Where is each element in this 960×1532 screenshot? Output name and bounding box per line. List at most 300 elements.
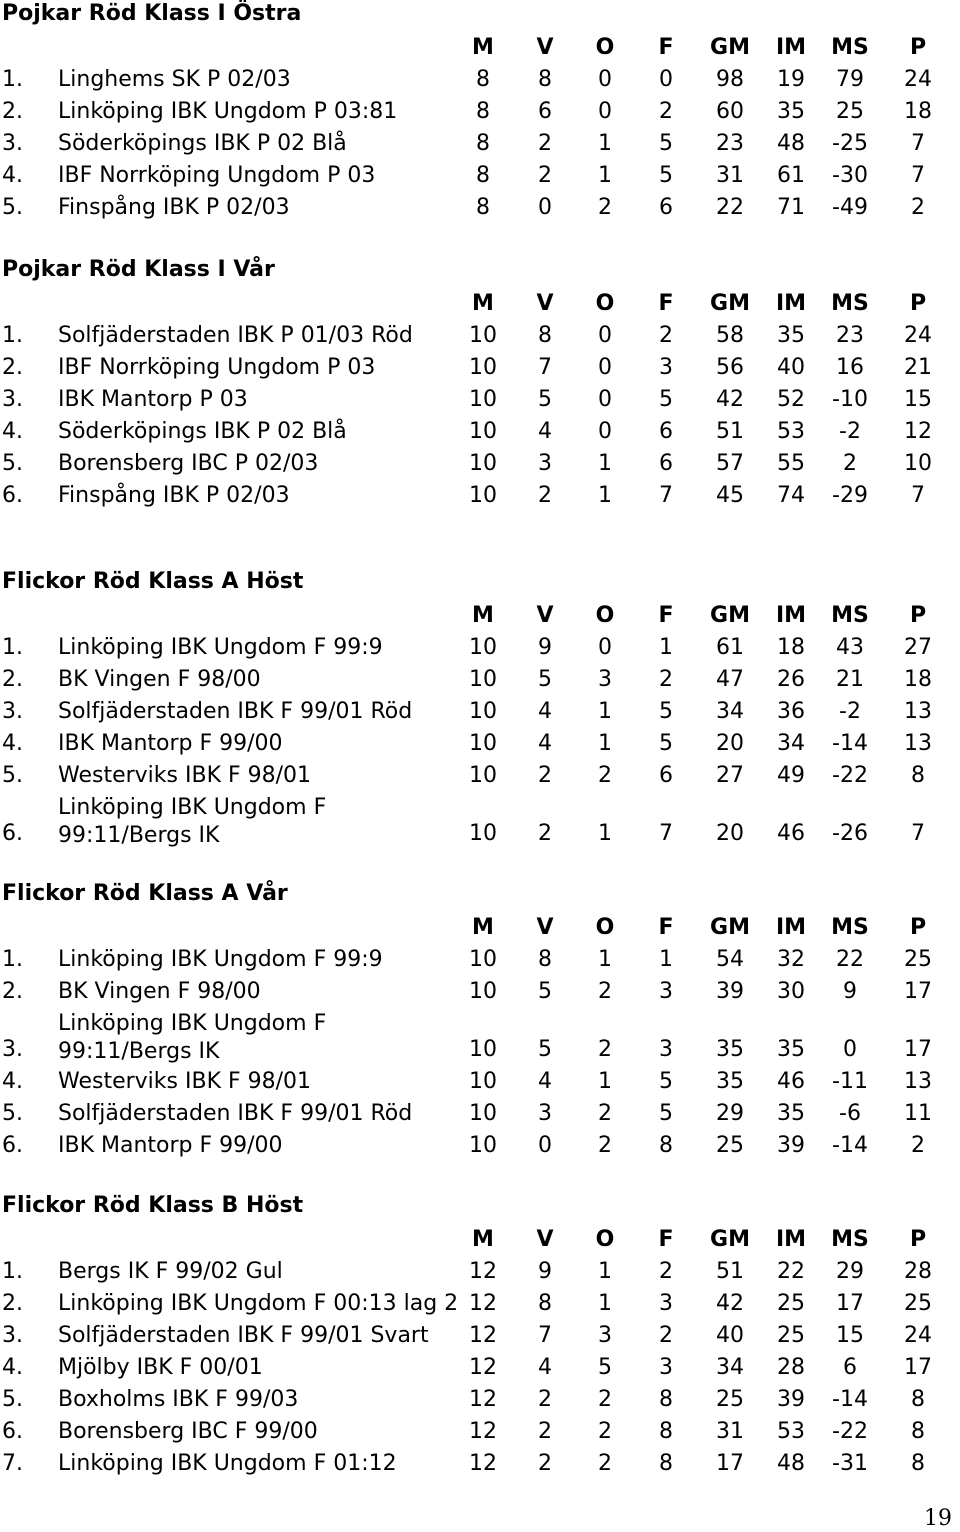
rank: 4. xyxy=(2,731,23,756)
stat-cell: 2 xyxy=(538,131,552,156)
stat-cell: 1 xyxy=(598,1291,612,1316)
stat-cell: -14 xyxy=(832,1387,868,1412)
rank: 5. xyxy=(2,195,23,220)
stat-cell: 2 xyxy=(598,1419,612,1444)
stat-cell: 12 xyxy=(469,1323,497,1348)
stat-cell: 8 xyxy=(911,763,925,788)
column-header: IM xyxy=(775,915,807,940)
team-name: BK Vingen F 98/00 xyxy=(58,667,261,692)
table-row xyxy=(0,1098,960,1130)
stat-cell: 8 xyxy=(538,1291,552,1316)
stat-cell: 8 xyxy=(476,163,490,188)
stat-cell: 11 xyxy=(904,1101,932,1126)
rank: 2. xyxy=(2,355,23,380)
rank: 2. xyxy=(2,99,23,124)
column-header-row xyxy=(0,912,960,944)
stat-cell: 2 xyxy=(843,451,857,476)
rank: 2. xyxy=(2,667,23,692)
rank: 6. xyxy=(2,1419,23,1444)
stat-cell: 10 xyxy=(469,419,497,444)
stat-cell: 5 xyxy=(598,1355,612,1380)
table-row xyxy=(0,944,960,976)
column-header: V xyxy=(536,1227,554,1252)
stat-cell: 98 xyxy=(716,67,744,92)
stat-cell: 2 xyxy=(538,1387,552,1412)
column-header: F xyxy=(658,35,674,60)
stat-cell: 2 xyxy=(538,1451,552,1476)
stat-cell: 13 xyxy=(904,1069,932,1094)
team-name: Bergs IK F 99/02 Gul xyxy=(58,1259,283,1284)
stat-cell: 1 xyxy=(659,947,673,972)
stat-cell: 49 xyxy=(777,763,805,788)
column-header-row xyxy=(0,288,960,320)
stat-cell: 2 xyxy=(659,1259,673,1284)
rank: 1. xyxy=(2,323,23,348)
rank: 5. xyxy=(2,763,23,788)
stat-cell: 9 xyxy=(538,635,552,660)
stat-cell: 10 xyxy=(469,731,497,756)
stat-cell: 7 xyxy=(659,483,673,508)
team-name: Linköping IBK Ungdom F 01:12 xyxy=(58,1451,397,1476)
stat-cell: 31 xyxy=(716,1419,744,1444)
column-header: V xyxy=(536,35,554,60)
stat-cell: 2 xyxy=(538,163,552,188)
stat-cell: 13 xyxy=(904,731,932,756)
column-header: F xyxy=(658,915,674,940)
stat-cell: 12 xyxy=(469,1419,497,1444)
stat-cell: -26 xyxy=(832,821,868,846)
stat-cell: 17 xyxy=(716,1451,744,1476)
stat-cell: 12 xyxy=(469,1387,497,1412)
stat-cell: 6 xyxy=(843,1355,857,1380)
stat-cell: 26 xyxy=(777,667,805,692)
table-row xyxy=(0,976,960,1008)
team-name: Linköping IBK Ungdom F 99:9 xyxy=(58,635,383,660)
stat-cell: 6 xyxy=(659,763,673,788)
stat-cell: 25 xyxy=(716,1387,744,1412)
stat-cell: 1 xyxy=(598,947,612,972)
stat-cell: 0 xyxy=(598,635,612,660)
stat-cell: 8 xyxy=(476,99,490,124)
stat-cell: 9 xyxy=(843,979,857,1004)
stat-cell: 27 xyxy=(716,763,744,788)
stat-cell: 6 xyxy=(659,419,673,444)
stat-cell: 8 xyxy=(911,1387,925,1412)
rank: 5. xyxy=(2,1387,23,1412)
stat-cell: -10 xyxy=(832,387,868,412)
stat-cell: 5 xyxy=(659,1101,673,1126)
stat-cell: 1 xyxy=(598,699,612,724)
rank: 4. xyxy=(2,1355,23,1380)
column-header: GM xyxy=(710,915,750,940)
stat-cell: 45 xyxy=(716,483,744,508)
stat-cell: 0 xyxy=(598,99,612,124)
column-header: P xyxy=(909,915,927,940)
table-row xyxy=(0,760,960,792)
stat-cell: 5 xyxy=(538,1037,552,1062)
team-name: Linghems SK P 02/03 xyxy=(58,67,291,92)
stat-cell: 48 xyxy=(777,131,805,156)
page-number: 19 xyxy=(924,1506,952,1531)
stat-cell: 24 xyxy=(904,67,932,92)
stat-cell: -49 xyxy=(832,195,868,220)
team-name: Linköping IBK Ungdom P 03:81 xyxy=(58,99,398,124)
stat-cell: 1 xyxy=(598,483,612,508)
rank: 2. xyxy=(2,979,23,1004)
stat-cell: 51 xyxy=(716,419,744,444)
stat-cell: -14 xyxy=(832,731,868,756)
column-header: GM xyxy=(710,1227,750,1252)
section-title: Flickor Röd Klass B Höst xyxy=(2,1193,304,1218)
table-row xyxy=(0,384,960,416)
stat-cell: 20 xyxy=(716,731,744,756)
stat-cell: 10 xyxy=(469,699,497,724)
stat-cell: 2 xyxy=(659,323,673,348)
stat-cell: -22 xyxy=(832,1419,868,1444)
column-header: IM xyxy=(775,1227,807,1252)
team-name-line: Linköping IBK Ungdom F xyxy=(58,795,327,820)
stat-cell: 12 xyxy=(469,1451,497,1476)
team-name: Borensberg IBC F 99/00 xyxy=(58,1419,318,1444)
stat-cell: 1 xyxy=(598,821,612,846)
stat-cell: 0 xyxy=(598,323,612,348)
stat-cell: 29 xyxy=(836,1259,864,1284)
stat-cell: 0 xyxy=(538,1133,552,1158)
stat-cell: -2 xyxy=(839,419,861,444)
team-name: Boxholms IBK F 99/03 xyxy=(58,1387,299,1412)
stat-cell: 32 xyxy=(777,947,805,972)
stat-cell: 42 xyxy=(716,387,744,412)
stat-cell: 71 xyxy=(777,195,805,220)
column-header: M xyxy=(472,915,494,940)
stat-cell: 5 xyxy=(538,387,552,412)
stat-cell: 53 xyxy=(777,419,805,444)
stat-cell: 8 xyxy=(476,195,490,220)
stat-cell: 6 xyxy=(659,451,673,476)
table-row xyxy=(0,792,960,850)
team-name: IBF Norrköping Ungdom P 03 xyxy=(58,163,376,188)
table-row xyxy=(0,632,960,664)
team-name: Söderköpings IBK P 02 Blå xyxy=(58,419,347,444)
stat-cell: 7 xyxy=(911,163,925,188)
stat-cell: 34 xyxy=(777,731,805,756)
stat-cell: 17 xyxy=(904,1037,932,1062)
stat-cell: 25 xyxy=(777,1291,805,1316)
column-header: M xyxy=(472,603,494,628)
stat-cell: 4 xyxy=(538,419,552,444)
rank: 5. xyxy=(2,451,23,476)
stat-cell: 12 xyxy=(469,1355,497,1380)
stat-cell: 13 xyxy=(904,699,932,724)
stat-cell: 10 xyxy=(469,1101,497,1126)
column-header: P xyxy=(909,603,927,628)
table-row xyxy=(0,1288,960,1320)
column-header-row xyxy=(0,600,960,632)
stat-cell: -22 xyxy=(832,763,868,788)
stat-cell: 31 xyxy=(716,163,744,188)
stat-cell: 29 xyxy=(716,1101,744,1126)
stat-cell: 27 xyxy=(904,635,932,660)
column-header: V xyxy=(536,291,554,316)
team-name-line: 99:11/Bergs IK xyxy=(58,1039,220,1064)
table-row xyxy=(0,1066,960,1098)
table-row xyxy=(0,416,960,448)
stat-cell: 58 xyxy=(716,323,744,348)
rank: 3. xyxy=(2,1037,23,1062)
section-title: Flickor Röd Klass A Vår xyxy=(2,881,288,906)
section-title: Flickor Röd Klass A Höst xyxy=(2,569,304,594)
column-header-row xyxy=(0,32,960,64)
stat-cell: 51 xyxy=(716,1259,744,1284)
stat-cell: 3 xyxy=(598,1323,612,1348)
rank: 4. xyxy=(2,163,23,188)
stat-cell: 9 xyxy=(538,1259,552,1284)
rank: 7. xyxy=(2,1451,23,1476)
stat-cell: 60 xyxy=(716,99,744,124)
table-row xyxy=(0,696,960,728)
team-name xyxy=(58,794,326,850)
stat-cell: 2 xyxy=(598,1387,612,1412)
stat-cell: 3 xyxy=(659,1291,673,1316)
stat-cell: 0 xyxy=(843,1037,857,1062)
table-row xyxy=(0,320,960,352)
column-header: M xyxy=(472,35,494,60)
stat-cell: 10 xyxy=(469,1037,497,1062)
stat-cell: 61 xyxy=(777,163,805,188)
table-row xyxy=(0,728,960,760)
table-row xyxy=(0,1256,960,1288)
stat-cell: 8 xyxy=(538,947,552,972)
stat-cell: 5 xyxy=(659,699,673,724)
stat-cell: 2 xyxy=(538,821,552,846)
stat-cell: 2 xyxy=(538,483,552,508)
stat-cell: 5 xyxy=(538,979,552,1004)
stat-cell: 10 xyxy=(469,947,497,972)
stat-cell: 5 xyxy=(659,731,673,756)
stat-cell: 34 xyxy=(716,1355,744,1380)
stat-cell: 5 xyxy=(659,1069,673,1094)
rank: 1. xyxy=(2,635,23,660)
section-title: Pojkar Röd Klass I Östra xyxy=(2,1,302,26)
column-header: P xyxy=(909,35,927,60)
stat-cell: 8 xyxy=(659,1419,673,1444)
stat-cell: 0 xyxy=(598,355,612,380)
stat-cell: 3 xyxy=(659,355,673,380)
section-title: Pojkar Röd Klass I Vår xyxy=(2,257,275,282)
stat-cell: 28 xyxy=(777,1355,805,1380)
stat-cell: 1 xyxy=(598,1259,612,1284)
stat-cell: 17 xyxy=(904,1355,932,1380)
stat-cell: 25 xyxy=(904,1291,932,1316)
stat-cell: 2 xyxy=(659,99,673,124)
rank: 6. xyxy=(2,483,23,508)
stat-cell: 34 xyxy=(716,699,744,724)
stat-cell: 21 xyxy=(904,355,932,380)
rank: 1. xyxy=(2,1259,23,1284)
rank: 1. xyxy=(2,67,23,92)
stat-cell: 1 xyxy=(598,451,612,476)
stat-cell: -31 xyxy=(832,1451,868,1476)
stat-cell: 56 xyxy=(716,355,744,380)
column-header: MS xyxy=(831,35,869,60)
stat-cell: 10 xyxy=(469,979,497,1004)
team-name: Solfjäderstaden IBK P 01/03 Röd xyxy=(58,323,413,348)
column-header: GM xyxy=(710,291,750,316)
stat-cell: 1 xyxy=(598,131,612,156)
team-name: Mjölby IBK F 00/01 xyxy=(58,1355,263,1380)
stat-cell: 2 xyxy=(598,195,612,220)
stat-cell: 10 xyxy=(469,821,497,846)
team-name: IBK Mantorp F 99/00 xyxy=(58,1133,283,1158)
stat-cell: 25 xyxy=(777,1323,805,1348)
stat-cell: 10 xyxy=(469,323,497,348)
stat-cell: -14 xyxy=(832,1133,868,1158)
stat-cell: 20 xyxy=(716,821,744,846)
stat-cell: 4 xyxy=(538,699,552,724)
stat-cell: 3 xyxy=(659,1037,673,1062)
column-header: O xyxy=(595,915,615,940)
stat-cell: 46 xyxy=(777,1069,805,1094)
stat-cell: 22 xyxy=(777,1259,805,1284)
column-header: O xyxy=(595,35,615,60)
table-row xyxy=(0,1416,960,1448)
stat-cell: 7 xyxy=(659,821,673,846)
column-header: MS xyxy=(831,915,869,940)
stat-cell: 10 xyxy=(469,387,497,412)
stat-cell: 8 xyxy=(538,67,552,92)
stat-cell: 8 xyxy=(659,1387,673,1412)
column-header: MS xyxy=(831,291,869,316)
stat-cell: 16 xyxy=(836,355,864,380)
team-name: Finspång IBK P 02/03 xyxy=(58,483,290,508)
team-name: BK Vingen F 98/00 xyxy=(58,979,261,1004)
stat-cell: 15 xyxy=(904,387,932,412)
rank: 3. xyxy=(2,387,23,412)
stat-cell: 25 xyxy=(716,1133,744,1158)
stat-cell: 1 xyxy=(598,1069,612,1094)
rank: 3. xyxy=(2,699,23,724)
table-row xyxy=(0,160,960,192)
stat-cell: 18 xyxy=(904,99,932,124)
stat-cell: 2 xyxy=(598,1133,612,1158)
stat-cell: 23 xyxy=(716,131,744,156)
stat-cell: 1 xyxy=(659,635,673,660)
stat-cell: 10 xyxy=(469,355,497,380)
rank: 3. xyxy=(2,1323,23,1348)
stat-cell: 25 xyxy=(836,99,864,124)
team-name-line: Linköping IBK Ungdom F xyxy=(58,1011,327,1036)
stat-cell: 1 xyxy=(598,163,612,188)
table-row xyxy=(0,1130,960,1162)
team-name: IBK Mantorp P 03 xyxy=(58,387,248,412)
stat-cell: 2 xyxy=(598,979,612,1004)
team-name: IBK Mantorp F 99/00 xyxy=(58,731,283,756)
team-name: Solfjäderstaden IBK F 99/01 Svart xyxy=(58,1323,429,1348)
stat-cell: 2 xyxy=(659,1323,673,1348)
stat-cell: 52 xyxy=(777,387,805,412)
stat-cell: 4 xyxy=(538,1069,552,1094)
table-row xyxy=(0,1008,960,1066)
stat-cell: 0 xyxy=(598,67,612,92)
stat-cell: 7 xyxy=(911,821,925,846)
stat-cell: 36 xyxy=(777,699,805,724)
stat-cell: 18 xyxy=(904,667,932,692)
stat-cell: 46 xyxy=(777,821,805,846)
stat-cell: 48 xyxy=(777,1451,805,1476)
column-header: F xyxy=(658,1227,674,1252)
column-header: GM xyxy=(710,603,750,628)
stat-cell: 17 xyxy=(904,979,932,1004)
column-header: MS xyxy=(831,1227,869,1252)
rank: 3. xyxy=(2,131,23,156)
stat-cell: 7 xyxy=(538,1323,552,1348)
team-name xyxy=(58,1010,326,1066)
stat-cell: 23 xyxy=(836,323,864,348)
stat-cell: 35 xyxy=(777,1101,805,1126)
stat-cell: 6 xyxy=(538,99,552,124)
stat-cell: 10 xyxy=(469,1133,497,1158)
stat-cell: 57 xyxy=(716,451,744,476)
stat-cell: 12 xyxy=(904,419,932,444)
stat-cell: -6 xyxy=(839,1101,861,1126)
rank: 6. xyxy=(2,1133,23,1158)
table-row xyxy=(0,1320,960,1352)
stat-cell: 8 xyxy=(538,323,552,348)
column-header: P xyxy=(909,291,927,316)
team-name: Linköping IBK Ungdom F 99:9 xyxy=(58,947,383,972)
stat-cell: 2 xyxy=(659,667,673,692)
stat-cell: 0 xyxy=(659,67,673,92)
stat-cell: 10 xyxy=(469,763,497,788)
stat-cell: 2 xyxy=(598,1451,612,1476)
stat-cell: 55 xyxy=(777,451,805,476)
stat-cell: 30 xyxy=(777,979,805,1004)
column-header: O xyxy=(595,291,615,316)
stat-cell: 2 xyxy=(598,1037,612,1062)
stat-cell: -11 xyxy=(832,1069,868,1094)
stat-cell: 5 xyxy=(538,667,552,692)
team-name: Borensberg IBC P 02/03 xyxy=(58,451,319,476)
stat-cell: -25 xyxy=(832,131,868,156)
stat-cell: 8 xyxy=(476,131,490,156)
stat-cell: 3 xyxy=(538,1101,552,1126)
stat-cell: 8 xyxy=(911,1419,925,1444)
table-row xyxy=(0,96,960,128)
stat-cell: 10 xyxy=(469,1069,497,1094)
team-name-line: 99:11/Bergs IK xyxy=(58,823,220,848)
stat-cell: 40 xyxy=(716,1323,744,1348)
stat-cell: 15 xyxy=(836,1323,864,1348)
stat-cell: 35 xyxy=(777,99,805,124)
rank: 5. xyxy=(2,1101,23,1126)
stat-cell: 2 xyxy=(911,1133,925,1158)
stat-cell: 2 xyxy=(538,1419,552,1444)
table-row xyxy=(0,664,960,696)
stat-cell: 18 xyxy=(777,635,805,660)
stat-cell: 21 xyxy=(836,667,864,692)
stat-cell: 5 xyxy=(659,131,673,156)
stat-cell: 43 xyxy=(836,635,864,660)
stat-cell: 8 xyxy=(911,1451,925,1476)
team-name: Finspång IBK P 02/03 xyxy=(58,195,290,220)
column-header: IM xyxy=(775,603,807,628)
stat-cell: 42 xyxy=(716,1291,744,1316)
table-row xyxy=(0,352,960,384)
stat-cell: 22 xyxy=(836,947,864,972)
team-name: IBF Norrköping Ungdom P 03 xyxy=(58,355,376,380)
stat-cell: 2 xyxy=(598,1101,612,1126)
stat-cell: 35 xyxy=(777,1037,805,1062)
